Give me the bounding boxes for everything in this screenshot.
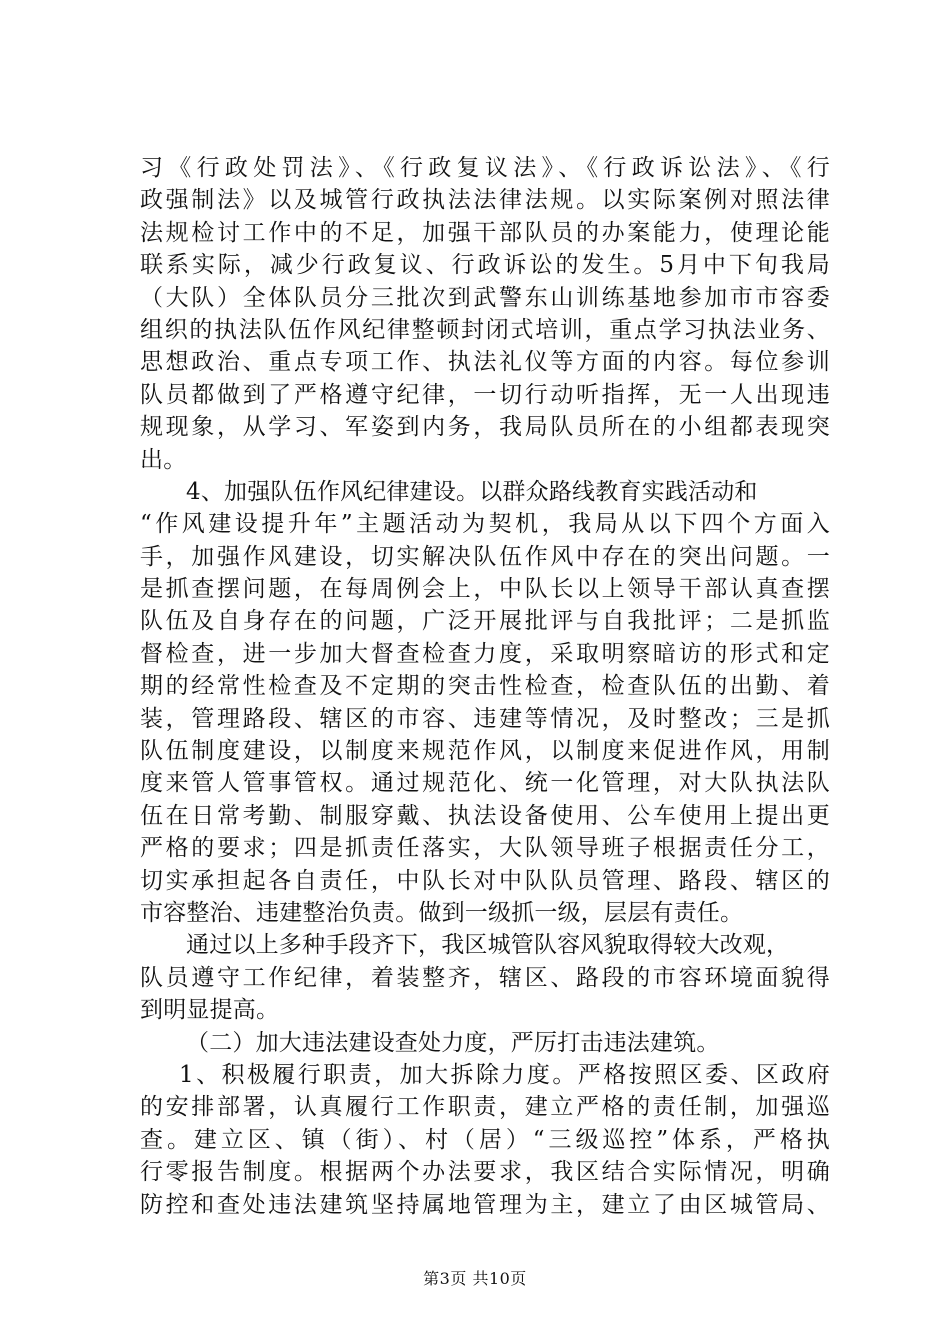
text-line: 队伍制度建设，以制度来规范作风，以制度来促进作风，用制 xyxy=(140,738,830,765)
text-line: 通过以上多种手段齐下，我区城管队容风貌取得较大改观， xyxy=(186,932,790,959)
page-footer: 第3页 共10页 xyxy=(423,1269,527,1288)
text-line: 规现象，从学习、军姿到内务，我局队员所在的小组都表现突 xyxy=(140,414,830,441)
text-line: 装，管理路段、辖区的市容、违建等情况，及时整改；三是抓 xyxy=(140,705,830,732)
text-line: 督检查，进一步加大督查检查力度，采取明察暗访的形式和定 xyxy=(140,640,830,667)
text-line: 到明显提高。 xyxy=(140,997,280,1024)
text-line: 行零报告制度。根据两个办法要求，我区结合实际情况，明确 xyxy=(140,1159,830,1186)
text-line: 队伍及自身存在的问题，广泛开展批评与自我批评；二是抓监 xyxy=(140,608,830,635)
text-line: 政强制法》以及城管行政执法法律法规。以实际案例对照法律 xyxy=(140,187,830,214)
text-line: 的安排部署，认真履行工作职责，建立严格的责任制，加强巡 xyxy=(140,1094,830,1121)
text-line: 队员遵守工作纪律，着装整齐，辖区、路段的市容环境面貌得 xyxy=(140,964,830,991)
text-line: 法规检讨工作中的不足，加强干部队员的办案能力，使理论能 xyxy=(140,219,830,246)
text-line: 出。 xyxy=(140,446,187,473)
section-heading: （二）加大违法建设查处力度，严厉打击违法建筑。 xyxy=(186,1029,720,1056)
text-line: 思想政治、重点专项工作、执法礼仪等方面的内容。每位参训 xyxy=(140,349,830,376)
text-line: 队员都做到了严格遵守纪律，一切行动听指挥，无一人出现违 xyxy=(140,381,830,408)
text-line: 切实承担起各自责任，中队长对中队队员管理、路段、辖区的 xyxy=(140,867,830,894)
text-line: 度来管人管事管权。通过规范化、统一化管理，对大队执法队 xyxy=(140,770,830,797)
text-line: 联系实际，减少行政复议、行政诉讼的发生。5月中下旬我局 xyxy=(140,252,830,279)
text-line: 组织的执法队伍作风纪律整顿封闭式培训，重点学习执法业务、 xyxy=(140,316,830,343)
text-line: 习《行政处罚法》、《行政复议法》、《行政诉讼法》、《行 xyxy=(140,155,830,181)
text-line: “作风建设提升年”主题活动为契机，我局从以下四个方面入 xyxy=(140,511,830,538)
paragraph-heading-1: 1、积极履行职责，加大拆除力度。严格按照区委、区政府 xyxy=(179,1061,830,1088)
text-line: 防控和查处违法建筑坚持属地管理为主，建立了由区城管局、 xyxy=(140,1191,830,1218)
document-body xyxy=(140,152,830,1221)
text-line: 是抓查摆问题，在每周例会上，中队长以上领导干部认真查摆 xyxy=(140,576,830,603)
text-line: 手，加强作风建设，切实解决队伍作风中存在的突出问题。一 xyxy=(140,543,830,570)
text-line: 市容整治、违建整治负责。做到一级抓一级，层层有责任。 xyxy=(140,899,744,926)
text-line: （大队）全体队员分三批次到武警东山训练基地参加市市容委 xyxy=(140,284,830,311)
paragraph-heading-4: 4、加强队伍作风纪律建设。以群众路线教育实践活动和 xyxy=(186,478,758,505)
text-line: 期的经常性检查及不定期的突击性检查，检查队伍的出勤、着 xyxy=(140,673,830,700)
text-line: 伍在日常考勤、制服穿戴、执法设备使用、公车使用上提出更 xyxy=(140,802,830,829)
text-line: 严格的要求；四是抓责任落实，大队领导班子根据责任分工， xyxy=(140,835,830,862)
text-line: 查。建立区、镇（街）、村（居）“三级巡控”体系，严格执 xyxy=(140,1126,830,1153)
